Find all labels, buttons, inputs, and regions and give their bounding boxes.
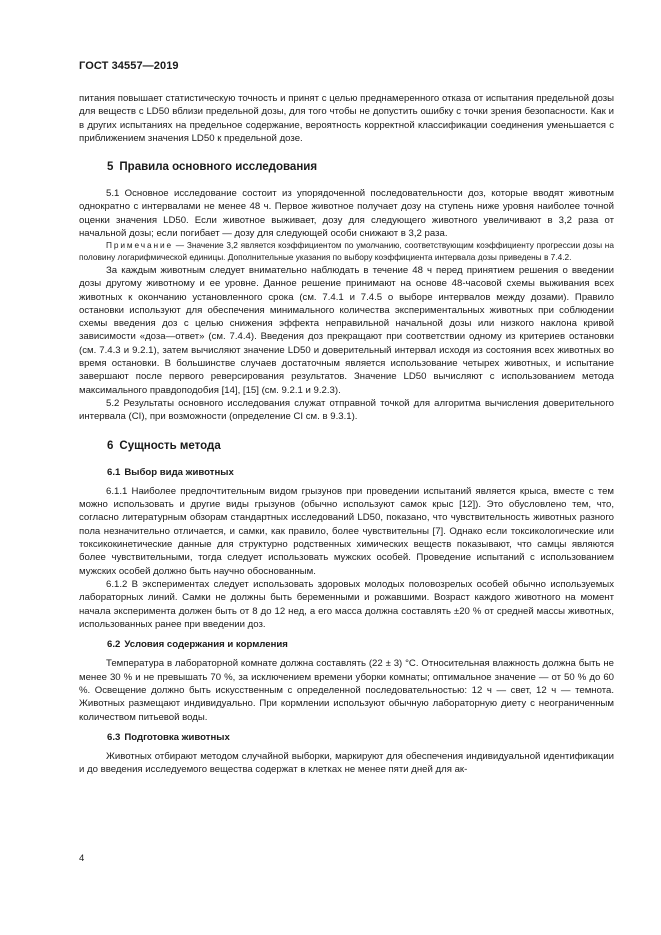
- subsection-6-2-heading: [107, 638, 614, 651]
- section-5-number: 5: [107, 161, 114, 174]
- paragraph-6-2: Температура в лабораторной комнате должна составлять (22 ± 3) °С. Относительная влажность должна быть не менее 30 % и не превышать 70 %, за исключением времени уборки комнаты; оптимальное значение — от 50 % до 60 %. Освещение должно быть искусственным с определенной последовательностью: 12 ч — свет, 12 ч — темнота. Животных размещают индивидуально. При кормлении используют обычную лабораторную диету с неограниченным количеством питьевой воды.: [79, 658, 614, 723]
- subsection-6-3-heading: [107, 731, 614, 744]
- document-body: [79, 92, 614, 777]
- subsection-6-1-title: Выбор вида животных: [124, 466, 234, 478]
- note-label: Примечание: [106, 240, 174, 251]
- subsection-6-1-number: 6.1: [107, 466, 121, 478]
- note-text: — Значение 3,2 является коэффициентом по умолчанию, соответствующим коэффициенту прогрессии дозы на половину логарифмической единицы. Дополнительные указания по выбору коэффициента интервала дозы приведены в 7.4.2.: [79, 240, 614, 263]
- intro-paragraph: питания повышает статистическую точность и принят с целью преднамеренного отказа от испытания предельной дозы для веществ с LD50 вблизи предельной дозы, для того чтобы не допустить ошибку с точки зрения безопасности. Как и в других испытаниях на предельное содержание, вероятность корректной классификации соединения уменьшается с приближением значения LD50 к предельной дозе.: [79, 93, 614, 144]
- document-header: ГОСТ 34557—2019: [79, 60, 179, 72]
- section-6-heading: [107, 439, 614, 453]
- paragraph-5-1: 5.1 Основное исследование состоит из упорядоченной последовательности доз, которые вводят животным однократно с интервалами не менее 48 ч. Первое животное получает дозу на ступень ниже уровня наиболее точной оценки значения LD50. Если животное выживает, дозу для следующего животного увеличивают в 3,2 раза от начальной дозы; если погибает — дозу для следующей особи снижают в 3,2 раза.: [79, 188, 614, 240]
- section-5-title: Правила основного исследования: [119, 161, 318, 174]
- note-paragraph: [79, 240, 614, 264]
- section-6-number: 6: [107, 439, 114, 452]
- subsection-6-2-title: Условия содержания и кормления: [124, 639, 288, 651]
- subsection-6-1-heading: [107, 466, 614, 479]
- paragraph-5-1-continued: За каждым животным следует внимательно наблюдать в течение 48 ч перед принятием решения о введении дозы другому животному и ее уровне. Данное решение принимают на основе 48-часовой схемы выживания всех животных к окончанию установленного срока (см. 7.4.1 и 7.4.5 о выборе интервалов между дозами). Правило остановки используют для обеспечения минимального количества экспериментальных животных при соблюдении схемы введения доз с целью снижения эффекта неправильной начальной дозы или низкого наклона кривой зависимости «доза—ответ» (см. 7.4.4). Введения доз прекращают при соответствии одному из критериев остановки (см. 7.4.3 и 9.2.1), затем вычисляют значение LD50 и доверительный интервал исходя из состояния всех животных во время остановки. В большинстве случаев достаточным является использование четырех животных, и испытание завершают после первого реверсирования результатов. Значение LD50 вычисляют с использованием метода максимального правдоподобия [14], [15] (см. 9.2.1 и 9.2.3).: [79, 264, 614, 396]
- paragraph-6-1-2: 6.1.2 В экспериментах следует использовать здоровых молодых половозрелых особей обычно используемых лабораторных линий. Самки не должны быть беременными и рожавшими. Возраст каждого животного на момент начала эксперимента должен быть от 8 до 12 нед, а его масса должна составлять ±20 % от средней массы животных, использованных ранее при введении доз.: [79, 578, 614, 630]
- subsection-6-2-number: 6.2: [107, 639, 121, 651]
- subsection-6-3-title: Подготовка животных: [124, 731, 230, 743]
- subsection-6-3-number: 6.3: [107, 731, 121, 743]
- paragraph-6-1-1: 6.1.1 Наиболее предпочтительным видом грызунов при проведении испытаний является крыса, вместе с тем можно использовать и другие виды грызунов (обычно используют самок крыс [12]). Это обусловлено тем, что, согласно литературным обзорам стандартных исследований LD50, показано, что чувствительность животных разного пола незначительно отличается, и самки, как правило, более чувствительны [7]. Однако если токсикологические или токсикокинетические данные для структурно родственных химических веществ показывают, что самцы являются более чувствительными, тогда следует использовать мужских особей. Проведение испытаний с использованием мужских особей должно быть научно обоснованным.: [79, 485, 614, 577]
- paragraph-6-3: Животных отбирают методом случайной выборки, маркируют для обеспечения индивидуальной идентификации и до введения исследуемого вещества содержат в клетках не менее пяти дней для ак-: [79, 751, 614, 776]
- section-5-heading: [107, 160, 614, 174]
- paragraph-5-2: 5.2 Результаты основного исследования служат отправной точкой для алгоритма вычисления доверительного интервала (CI), при возможности (определение CI см. в 9.3.1).: [79, 397, 614, 423]
- page-number: 4: [79, 853, 85, 864]
- section-6-title: Сущность метода: [119, 439, 221, 452]
